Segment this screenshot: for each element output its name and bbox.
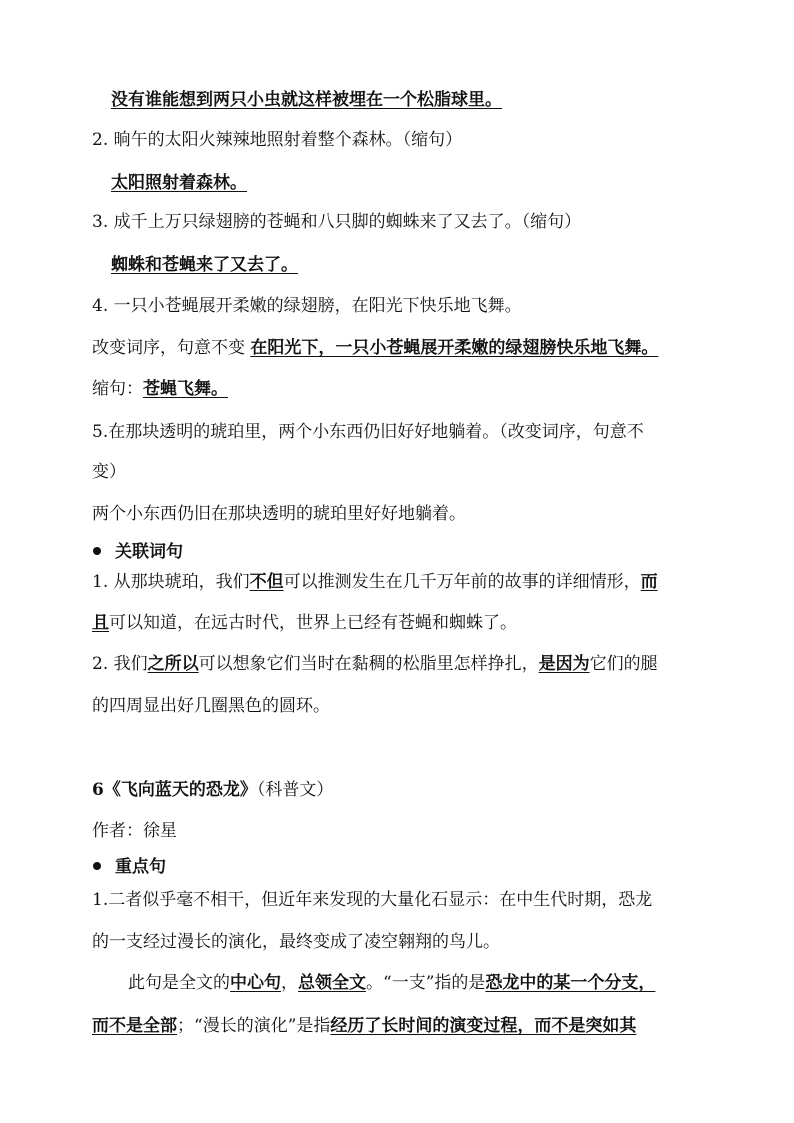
keyword: 中心句 bbox=[230, 973, 281, 993]
text-segment: 。“一支”指的是 bbox=[366, 973, 486, 993]
shorten-answer: 苍蝇飞舞。 bbox=[143, 379, 228, 399]
section-title: 重点句 bbox=[115, 857, 166, 877]
reorder-label: 改变词序，句意不变 bbox=[92, 338, 245, 358]
conjunction-sentence-2a bbox=[92, 652, 712, 676]
answer-5: 两个小东西仍旧在那块透明的琥珀里好好地躺着。 bbox=[92, 504, 466, 524]
text-segment: ；“漫长的演化”是指 bbox=[177, 1016, 331, 1036]
text-segment: 可以知道，在远古时代，世界上已经有苍蝇和蜘蛛了。 bbox=[109, 613, 517, 633]
keyword: 不但 bbox=[249, 572, 284, 592]
question-2: 2. 晌午的太阳火辣辣地照射着整个森林。（缩句） bbox=[92, 130, 463, 150]
text-segment: 它们的腿 bbox=[589, 654, 658, 674]
text-segment: ， bbox=[281, 973, 298, 993]
section-title: 关联词句 bbox=[115, 542, 183, 562]
text-segment: 1. 从那块琥珀，我们 bbox=[92, 572, 250, 592]
section-heading-key-sentences bbox=[111, 855, 731, 879]
keyword: 经历了长时间的演变过程，而不是突如其 bbox=[330, 1016, 637, 1036]
key-sentence-1a: 1.二者似乎毫不相干，但近年来发现的大量化石显示：在中生代时期，恐龙 bbox=[92, 890, 653, 910]
explanation-line-2 bbox=[92, 1014, 712, 1038]
conjunction-sentence-1a bbox=[92, 570, 712, 594]
section-heading-conjunctions bbox=[111, 540, 731, 564]
keyword: 且 bbox=[92, 613, 109, 633]
lesson-genre: （科普文） bbox=[256, 780, 334, 800]
keyword: 之所以 bbox=[147, 654, 199, 674]
reorder-answer: 在阳光下，一只小苍蝇展开柔嫩的绿翅膀快乐地飞舞。 bbox=[250, 338, 659, 358]
text-segment: 此句是全文的 bbox=[128, 973, 230, 993]
keyword: 恐龙中的某一个分支， bbox=[485, 973, 656, 993]
lesson-title: 6《飞向蓝天的恐龙》 bbox=[92, 780, 257, 800]
bullet-icon bbox=[93, 547, 101, 555]
reorder-line bbox=[92, 336, 712, 360]
question-5-line-2: 变） bbox=[92, 462, 126, 482]
question-3: 3. 成千上万只绿翅膀的苍蝇和八只脚的蜘蛛来了又去了。（缩句） bbox=[92, 212, 582, 232]
keyword: 总领全文 bbox=[298, 973, 366, 993]
author-line: 作者：徐星 bbox=[92, 821, 177, 841]
bullet-icon bbox=[93, 862, 101, 870]
explanation-line-1 bbox=[128, 971, 748, 995]
text-segment: 可以想象它们当时在黏稠的松脂里怎样挣扎， bbox=[198, 654, 539, 674]
shorten-line bbox=[92, 377, 712, 401]
text-segment: 可以推测发生在几千万年前的故事的详细情形， bbox=[283, 572, 641, 592]
shorten-label: 缩句： bbox=[92, 379, 143, 399]
keyword: 是因为 bbox=[538, 654, 590, 674]
keyword: 而不是全部 bbox=[92, 1016, 177, 1036]
keyword: 而 bbox=[640, 572, 658, 592]
conjunction-sentence-1b bbox=[92, 611, 712, 635]
question-5-line-1: 5.在那块透明的琥珀里，两个小东西仍旧好好地躺着。（改变词序，句意不 bbox=[92, 422, 644, 442]
lesson-title-line bbox=[92, 778, 712, 802]
answer-line: 没有谁能想到两只小虫就这样被埋在一个松脂球里。 bbox=[111, 90, 502, 110]
conjunction-sentence-2b: 的四周显出好几圈黑色的圆环。 bbox=[92, 696, 330, 716]
text-segment: 2. 我们 bbox=[92, 654, 148, 674]
key-sentence-1b: 的一支经过漫长的演化，最终变成了凌空翱翔的鸟儿。 bbox=[92, 932, 500, 952]
answer-2: 太阳照射着森林。 bbox=[111, 173, 247, 193]
question-4: 4. 一只小苍蝇展开柔嫩的绿翅膀，在阳光下快乐地飞舞。 bbox=[92, 296, 522, 316]
answer-3: 蜘蛛和苍蝇来了又去了。 bbox=[111, 255, 298, 275]
